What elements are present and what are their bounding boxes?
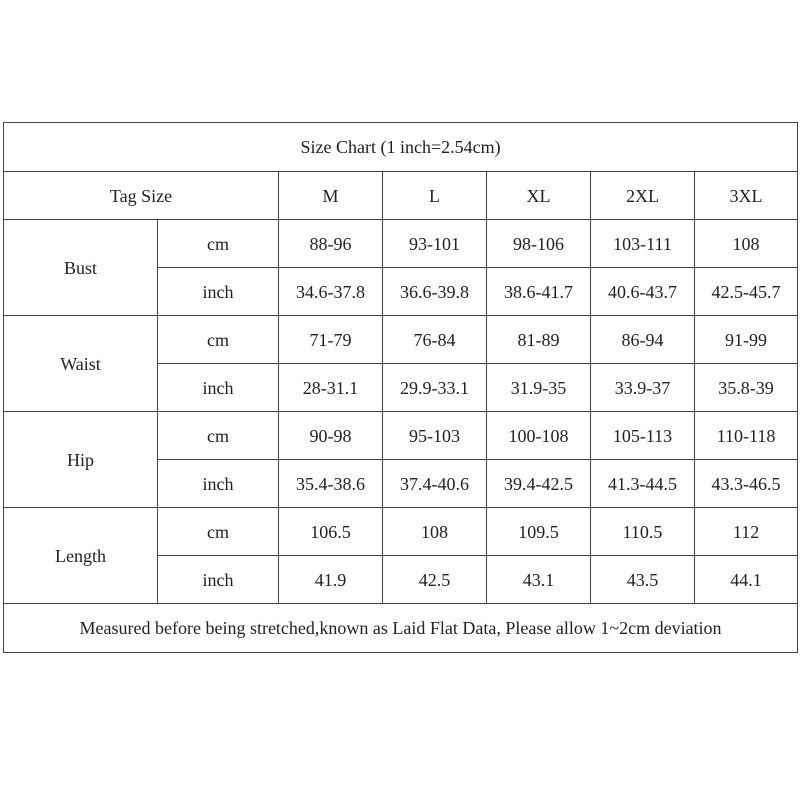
table-cell: 43.5: [591, 556, 695, 604]
table-cell: 108: [695, 220, 798, 268]
size-header-l: L: [383, 172, 487, 220]
table-row: [4, 316, 798, 364]
table-cell: 109.5: [487, 508, 591, 556]
table-cell: 88-96: [279, 220, 383, 268]
size-header-3xl: 3XL: [695, 172, 798, 220]
table-cell: 81-89: [487, 316, 591, 364]
table-cell: 28-31.1: [279, 364, 383, 412]
table-cell: 95-103: [383, 412, 487, 460]
table-title: Size Chart (1 inch=2.54cm): [4, 123, 798, 172]
table-cell: 71-79: [279, 316, 383, 364]
table-row: [4, 412, 798, 460]
table-cell: 93-101: [383, 220, 487, 268]
table-cell: 37.4-40.6: [383, 460, 487, 508]
unit-label: inch: [158, 364, 279, 412]
table-cell: 76-84: [383, 316, 487, 364]
measure-label-length: Length: [4, 508, 158, 604]
size-header-m: M: [279, 172, 383, 220]
table-cell: 29.9-33.1: [383, 364, 487, 412]
unit-label: inch: [158, 460, 279, 508]
unit-label: cm: [158, 220, 279, 268]
header-row: [4, 172, 798, 220]
table-cell: 91-99: [695, 316, 798, 364]
tag-size-header: Tag Size: [4, 172, 279, 220]
table-cell: 108: [383, 508, 487, 556]
unit-label: inch: [158, 268, 279, 316]
table-cell: 105-113: [591, 412, 695, 460]
table-cell: 42.5: [383, 556, 487, 604]
table-cell: 103-111: [591, 220, 695, 268]
table-cell: 112: [695, 508, 798, 556]
table-cell: 106.5: [279, 508, 383, 556]
table-cell: 110-118: [695, 412, 798, 460]
table-cell: 100-108: [487, 412, 591, 460]
table-cell: 42.5-45.7: [695, 268, 798, 316]
unit-label: cm: [158, 316, 279, 364]
size-header-xl: XL: [487, 172, 591, 220]
table-row: [4, 508, 798, 556]
table-cell: 33.9-37: [591, 364, 695, 412]
unit-label: cm: [158, 412, 279, 460]
table-cell: 43.1: [487, 556, 591, 604]
note-row: [4, 604, 798, 653]
unit-label: cm: [158, 508, 279, 556]
unit-label: inch: [158, 556, 279, 604]
table-cell: 41.9: [279, 556, 383, 604]
table-cell: 39.4-42.5: [487, 460, 591, 508]
table-cell: 41.3-44.5: [591, 460, 695, 508]
deviation-note: Measured before being stretched,known as Laid Flat Data, Please allow 1~2cm deviation: [4, 604, 798, 653]
size-header-2xl: 2XL: [591, 172, 695, 220]
measure-label-waist: Waist: [4, 316, 158, 412]
table-cell: 86-94: [591, 316, 695, 364]
table-cell: 98-106: [487, 220, 591, 268]
table-cell: 40.6-43.7: [591, 268, 695, 316]
table-cell: 43.3-46.5: [695, 460, 798, 508]
table-cell: 38.6-41.7: [487, 268, 591, 316]
measure-label-hip: Hip: [4, 412, 158, 508]
table-cell: 31.9-35: [487, 364, 591, 412]
table-cell: 36.6-39.8: [383, 268, 487, 316]
table-cell: 44.1: [695, 556, 798, 604]
title-row: [4, 123, 798, 172]
size-chart-table: [3, 122, 798, 653]
table-cell: 34.6-37.8: [279, 268, 383, 316]
measure-label-bust: Bust: [4, 220, 158, 316]
table-cell: 90-98: [279, 412, 383, 460]
table-cell: 35.8-39: [695, 364, 798, 412]
table-row: [4, 220, 798, 268]
table-cell: 35.4-38.6: [279, 460, 383, 508]
table-cell: 110.5: [591, 508, 695, 556]
